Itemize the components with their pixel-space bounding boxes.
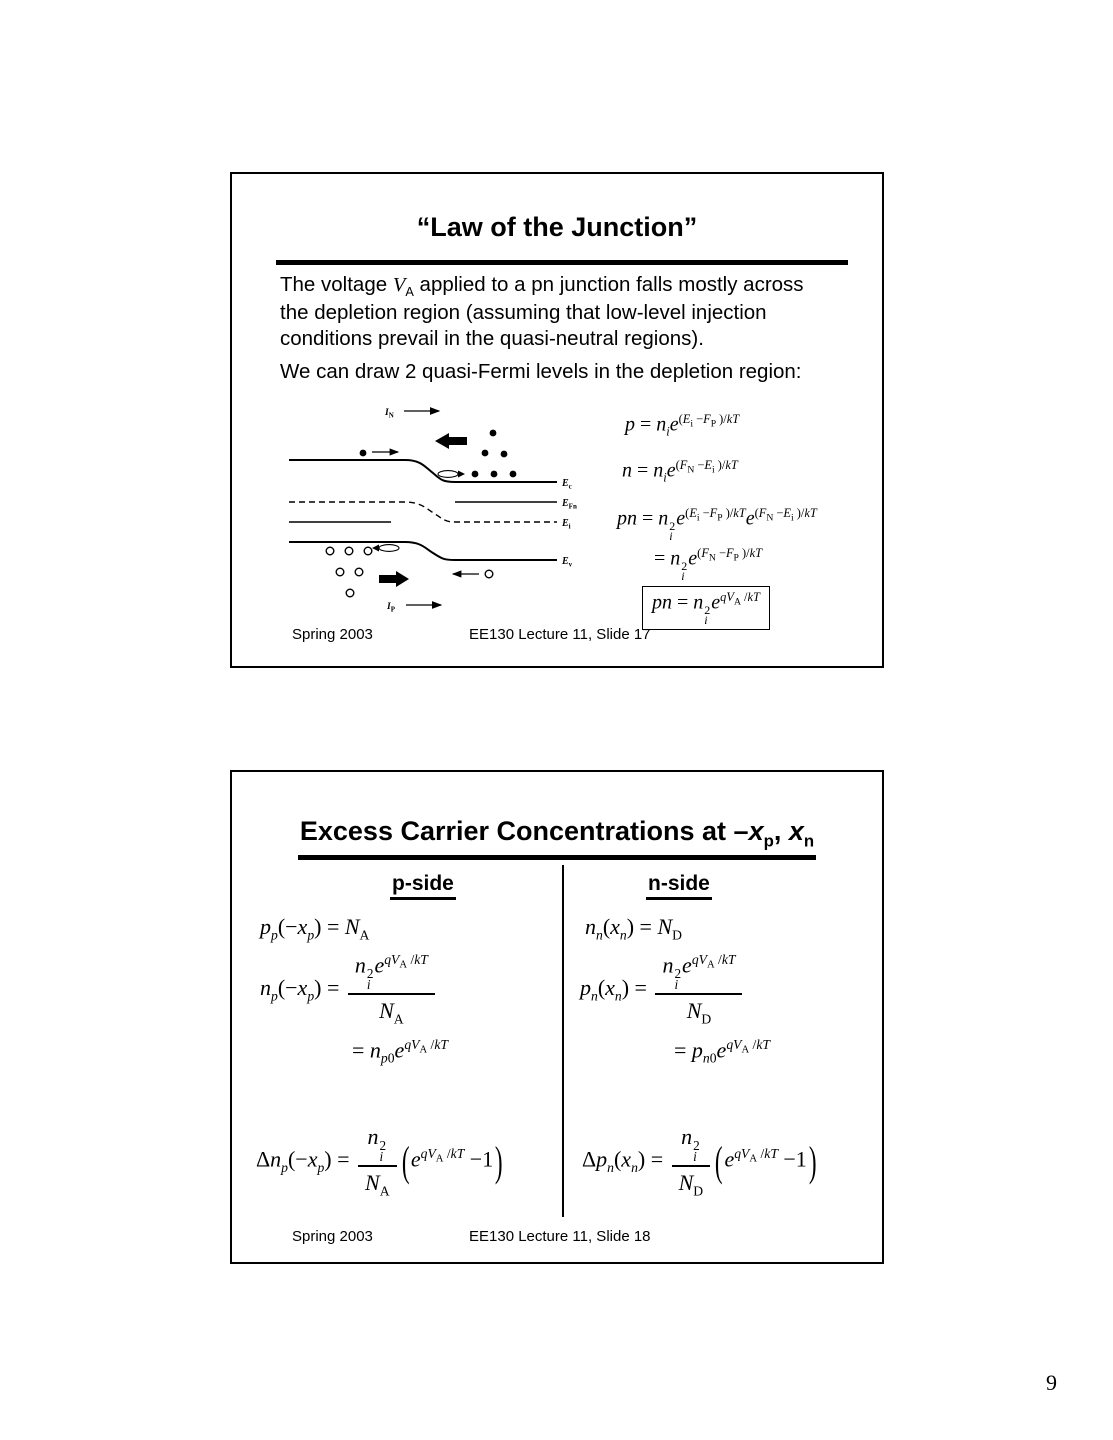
intrinsic-level-ei — [289, 502, 571, 531]
hole-recombination-arrow — [372, 545, 399, 552]
slide-law-of-the-junction — [230, 172, 884, 668]
slide2-footer-term: Spring 2003 — [292, 1228, 373, 1245]
slide2-title-wrap — [232, 816, 882, 860]
equation-nside-minority-simplified: = $p_{n0}e^{qV_A /kT}$ — [674, 1037, 770, 1066]
equation-pside-minority: $n_p(-x_p)$ = n 2 i $e^{qV_A /kT}$ $N_A$ — [260, 952, 438, 1028]
equation-nside-excess: $\Delta p_n(x_n)$ = n 2 i $N_D$ $(e^{qV_A /kT} -1)$ — [582, 1124, 817, 1199]
slide2-title: Excess Carrier Concentrations at $-x_p$, $x_n$ — [298, 816, 816, 860]
band-diagram-figure — [267, 397, 612, 627]
equation-pn-product-simplified: = n 2 i $e^{(F_N -F_P )/kT}$ — [654, 546, 762, 583]
hole-drift-arrow — [379, 571, 409, 587]
equation-hole-concentration: $p = n_ie^{(E_i -F_P )/kT}$ — [625, 412, 740, 439]
valence-band-ev — [289, 542, 573, 569]
column-divider — [562, 865, 564, 1217]
holes — [326, 545, 493, 597]
page-number: 9 — [1046, 1370, 1057, 1395]
slide2-footer-slide-ref: EE130 Lecture 11, Slide 18 — [469, 1228, 651, 1245]
electrons — [360, 430, 517, 478]
electron-current-arrow — [384, 408, 439, 420]
equation-pside-excess: $\Delta n_p(-x_p)$ = n 2 i $N_A$ $(e^{qV_A /kT} -1)$ — [256, 1124, 503, 1199]
svg-text:Ec: $E_c$ — [562, 478, 572, 491]
svg-text:IN: $I_N$ — [385, 408, 394, 420]
quasi-fermi-level-efn — [455, 498, 577, 511]
conduction-band-ec — [289, 460, 572, 491]
slide1-paragraph-1: The voltage $V_A$ applied to a pn junction falls mostly across the depletion region (assuming that low-level injection conditions prevail in the quasi-neutral regions). — [280, 273, 804, 350]
title-rule — [276, 260, 848, 265]
svg-text:Ev: $E_v$ — [562, 556, 573, 569]
svg-text:IP: $I_P$ — [387, 602, 395, 614]
equation-nside-minority: $p_n(x_n)$ = n 2 i $e^{qV_A /kT}$ $N_D$ — [580, 952, 745, 1028]
svg-text:EFn: $E_{Fn}$ — [562, 498, 577, 511]
column-heading-n-side: n-side — [646, 872, 712, 900]
slide1-footer-slide-ref: EE130 Lecture 11, Slide 17 — [469, 626, 651, 643]
slide1-paragraph-2: We can draw 2 quasi-Fermi levels in the depletion region: — [280, 360, 802, 383]
slide-excess-carrier-concentrations — [230, 770, 884, 1264]
hole-current-arrow — [386, 602, 441, 614]
equation-pside-majority: $p_p(-x_p) = N_A$ — [260, 914, 370, 943]
column-heading-p-side: p-side — [390, 872, 456, 900]
electron-drift-arrow — [435, 433, 467, 449]
equation-electron-concentration: $n = n_ie^{(F_N -E_i )/kT}$ — [622, 458, 738, 485]
equation-pside-minority-simplified: = $n_{p0}e^{qV_A /kT}$ — [352, 1037, 448, 1066]
slide1-title: “Law of the Junction” — [416, 212, 698, 242]
svg-text:Ei: $E_i$ — [562, 518, 571, 531]
equation-nside-majority: $n_n(x_n) = N_D$ — [585, 914, 682, 943]
electron-recombination-arrow — [438, 471, 465, 478]
equation-pn-product: pn = n 2 i $e^{(E_i -F_P )/kT}e^{(F_N -E_i )/kT}$ — [617, 506, 817, 543]
equation-law-of-the-junction: pn = n 2 i $e^{qV_A /kT}$ — [642, 586, 770, 630]
slide1-footer-term: Spring 2003 — [292, 626, 373, 643]
